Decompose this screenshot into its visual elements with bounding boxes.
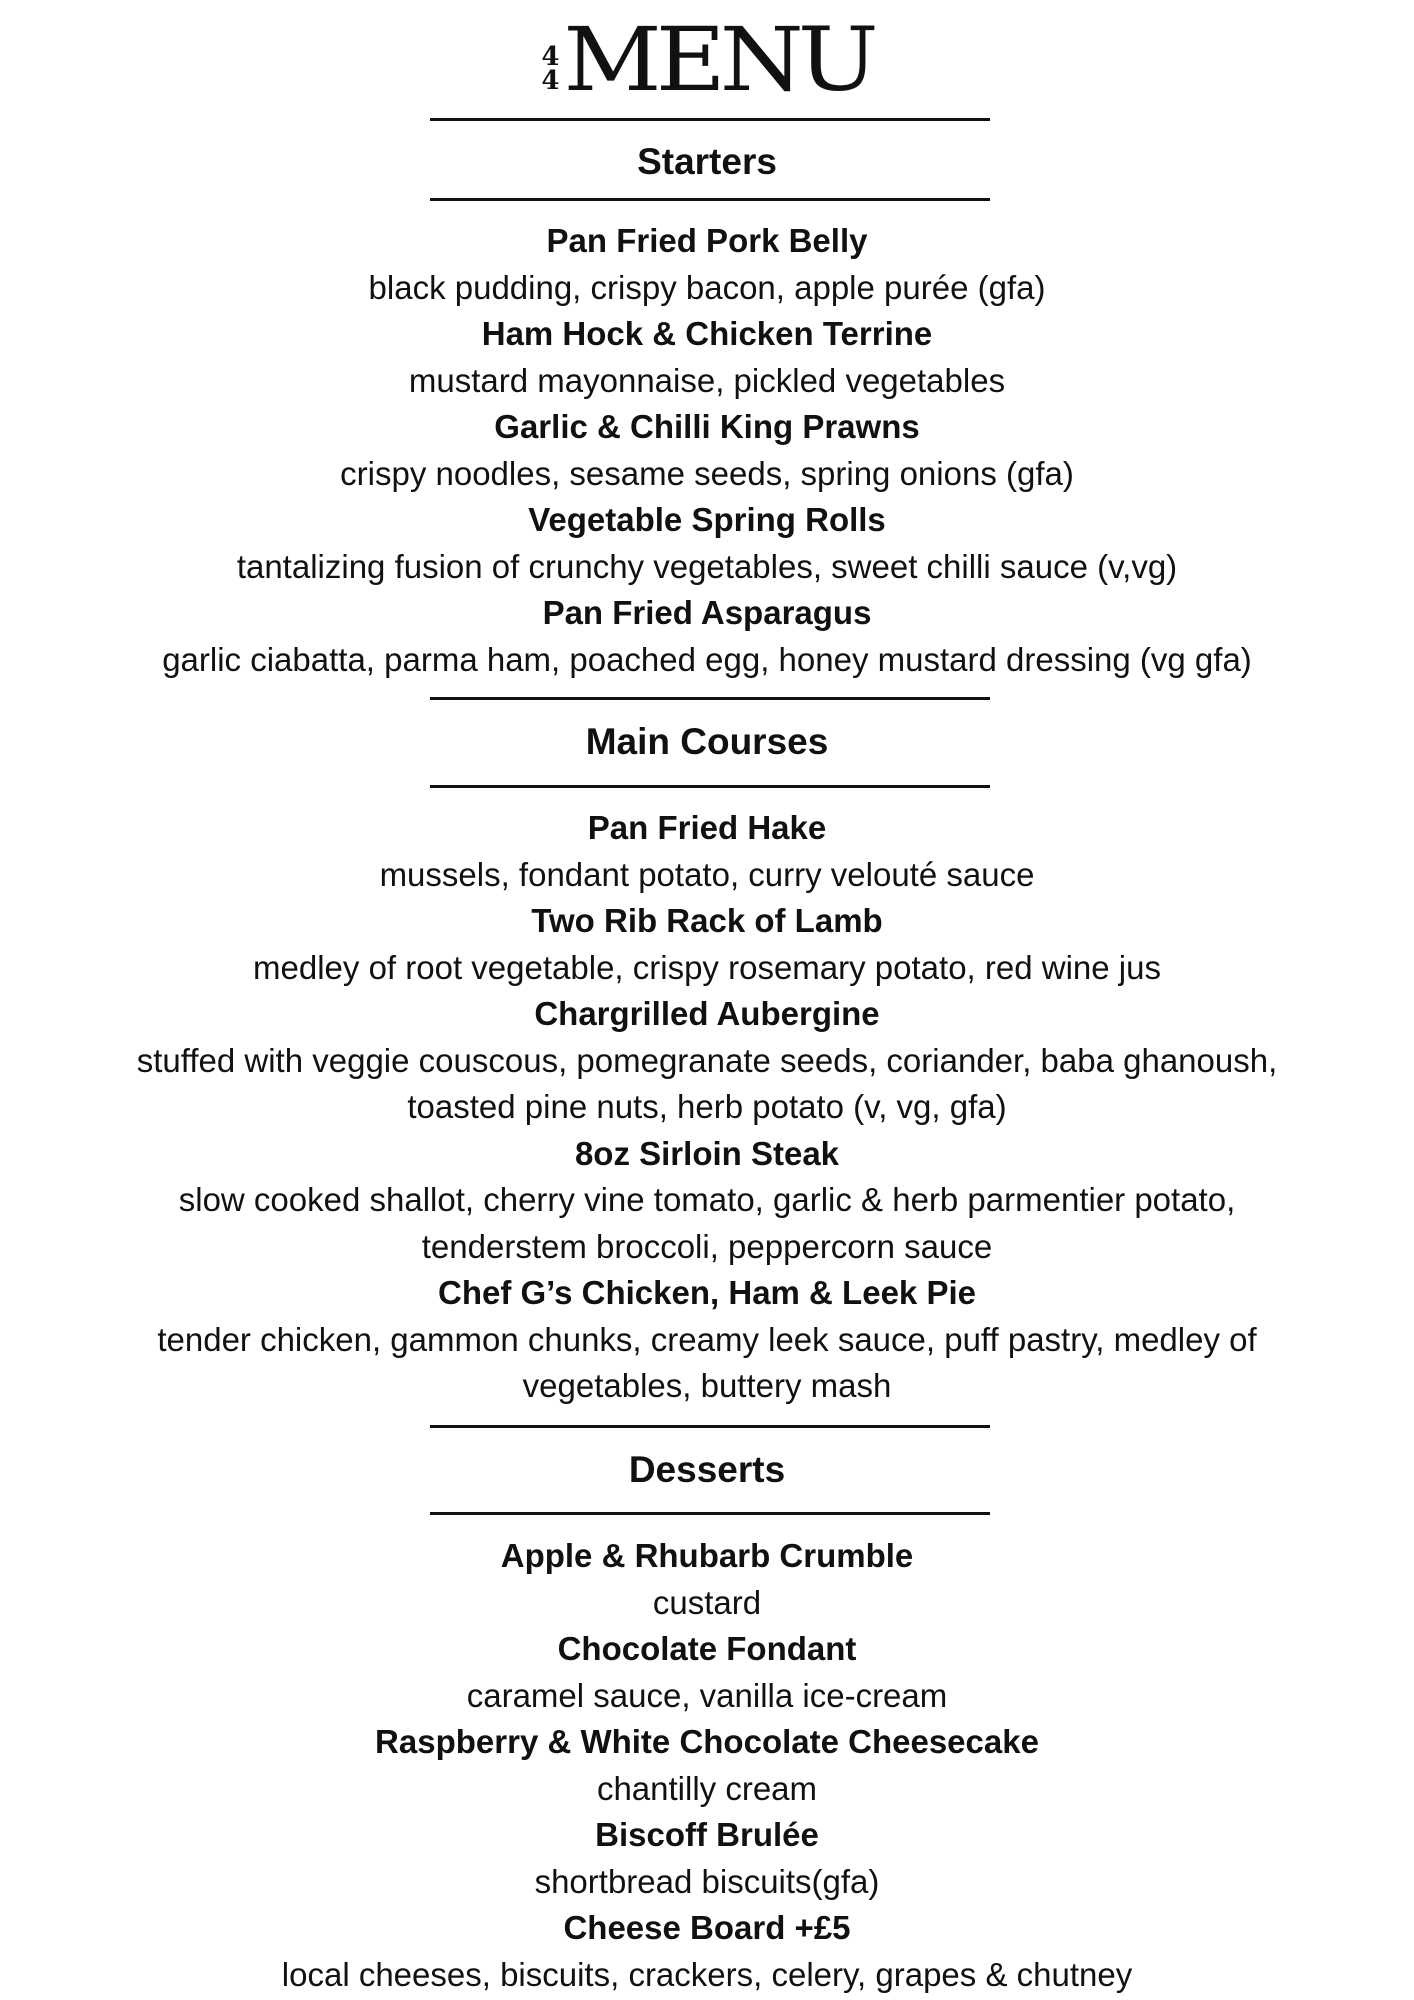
dish-description: crispy noodles, sesame seeds, spring onions (gfa) — [340, 454, 1074, 492]
dish-description: tantalizing fusion of crunchy vegetables, sweet chilli sauce (v,vg) — [236, 547, 1178, 585]
dish-name: Chef G’s Chicken, Ham & Leek Pie — [438, 1274, 976, 1311]
dish-description-line-2: tenderstem broccoli, peppercorn sauce — [421, 1227, 993, 1265]
logo-fraction — [541, 41, 560, 97]
dish-description-line-2: vegetables, buttery mash — [522, 1367, 892, 1404]
dish-name: Chocolate Fondant — [557, 1630, 857, 1667]
divider-rule — [430, 1512, 990, 1515]
menu-logo — [541, 8, 873, 112]
divider-rule — [430, 697, 990, 700]
logo-denominator: 4 — [541, 66, 560, 97]
section-title-desserts: Desserts — [628, 1449, 786, 1490]
dish-name: Biscoff Brulée — [595, 1816, 819, 1853]
dish-name: Ham Hock & Chicken Terrine — [481, 315, 933, 352]
divider-rule — [430, 785, 990, 788]
divider-rule — [430, 118, 990, 121]
dish-name: Cheese Board +£5 — [563, 1909, 851, 1946]
dish-name: Pan Fried Hake — [587, 809, 827, 846]
desserts-list — [40, 1533, 1374, 1998]
dish-name: Pan Fried Asparagus — [542, 594, 872, 631]
dish-name: Apple & Rhubarb Crumble — [500, 1537, 914, 1574]
dish-description: mustard mayonnaise, pickled vegetables — [408, 361, 1006, 399]
dish-description: slow cooked shallot, cherry vine tomato, garlic & herb parmentier potato, — [178, 1181, 1236, 1218]
dish-description: shortbread biscuits(gfa) — [534, 1862, 880, 1900]
section-title-starters: Starters — [637, 141, 777, 182]
divider-rule — [430, 198, 990, 201]
dish-description: caramel sauce, vanilla ice-cream — [466, 1676, 948, 1714]
menu-masthead — [0, 8, 1414, 112]
section-title-main-courses: Main Courses — [585, 721, 829, 762]
dish-description: custard — [652, 1583, 762, 1621]
dish-name: Chargrilled Aubergine — [534, 995, 880, 1032]
dish-description: black pudding, crispy bacon, apple purée (gfa) — [368, 268, 1046, 306]
dish-description: stuffed with veggie couscous, pomegranate seeds, coriander, baba ghanoush, — [136, 1041, 1278, 1079]
dish-name: Raspberry & White Chocolate Cheesecake — [375, 1723, 1039, 1760]
dish-description: chantilly cream — [596, 1769, 818, 1807]
dish-name: Vegetable Spring Rolls — [528, 501, 886, 538]
dish-description: local cheeses, biscuits, crackers, celery, grapes & chutney — [281, 1955, 1133, 1993]
dish-description: mussels, fondant potato, curry velouté sauce — [379, 855, 1035, 893]
divider-rule — [430, 1425, 990, 1428]
logo-word: MENU — [563, 8, 873, 112]
dish-name: 8oz Sirloin Steak — [574, 1134, 840, 1172]
main-courses-list — [40, 805, 1374, 1410]
dish-name: Two Rib Rack of Lamb — [531, 902, 883, 939]
dish-name: Garlic & Chilli King Prawns — [494, 408, 920, 445]
dish-name: Pan Fried Pork Belly — [546, 222, 868, 259]
dish-description: tender chicken, gammon chunks, creamy leek sauce, puff pastry, medley of — [157, 1320, 1257, 1358]
dish-description-line-2: toasted pine nuts, herb potato (v, vg, gfa) — [407, 1088, 1007, 1125]
dish-description: medley of root vegetable, crispy rosemary potato, red wine jus — [253, 948, 1161, 986]
logo-numerator: 4 — [541, 41, 560, 72]
dish-description: garlic ciabatta, parma ham, poached egg, honey mustard dressing (vg gfa) — [162, 640, 1252, 678]
starters-list — [40, 218, 1374, 683]
